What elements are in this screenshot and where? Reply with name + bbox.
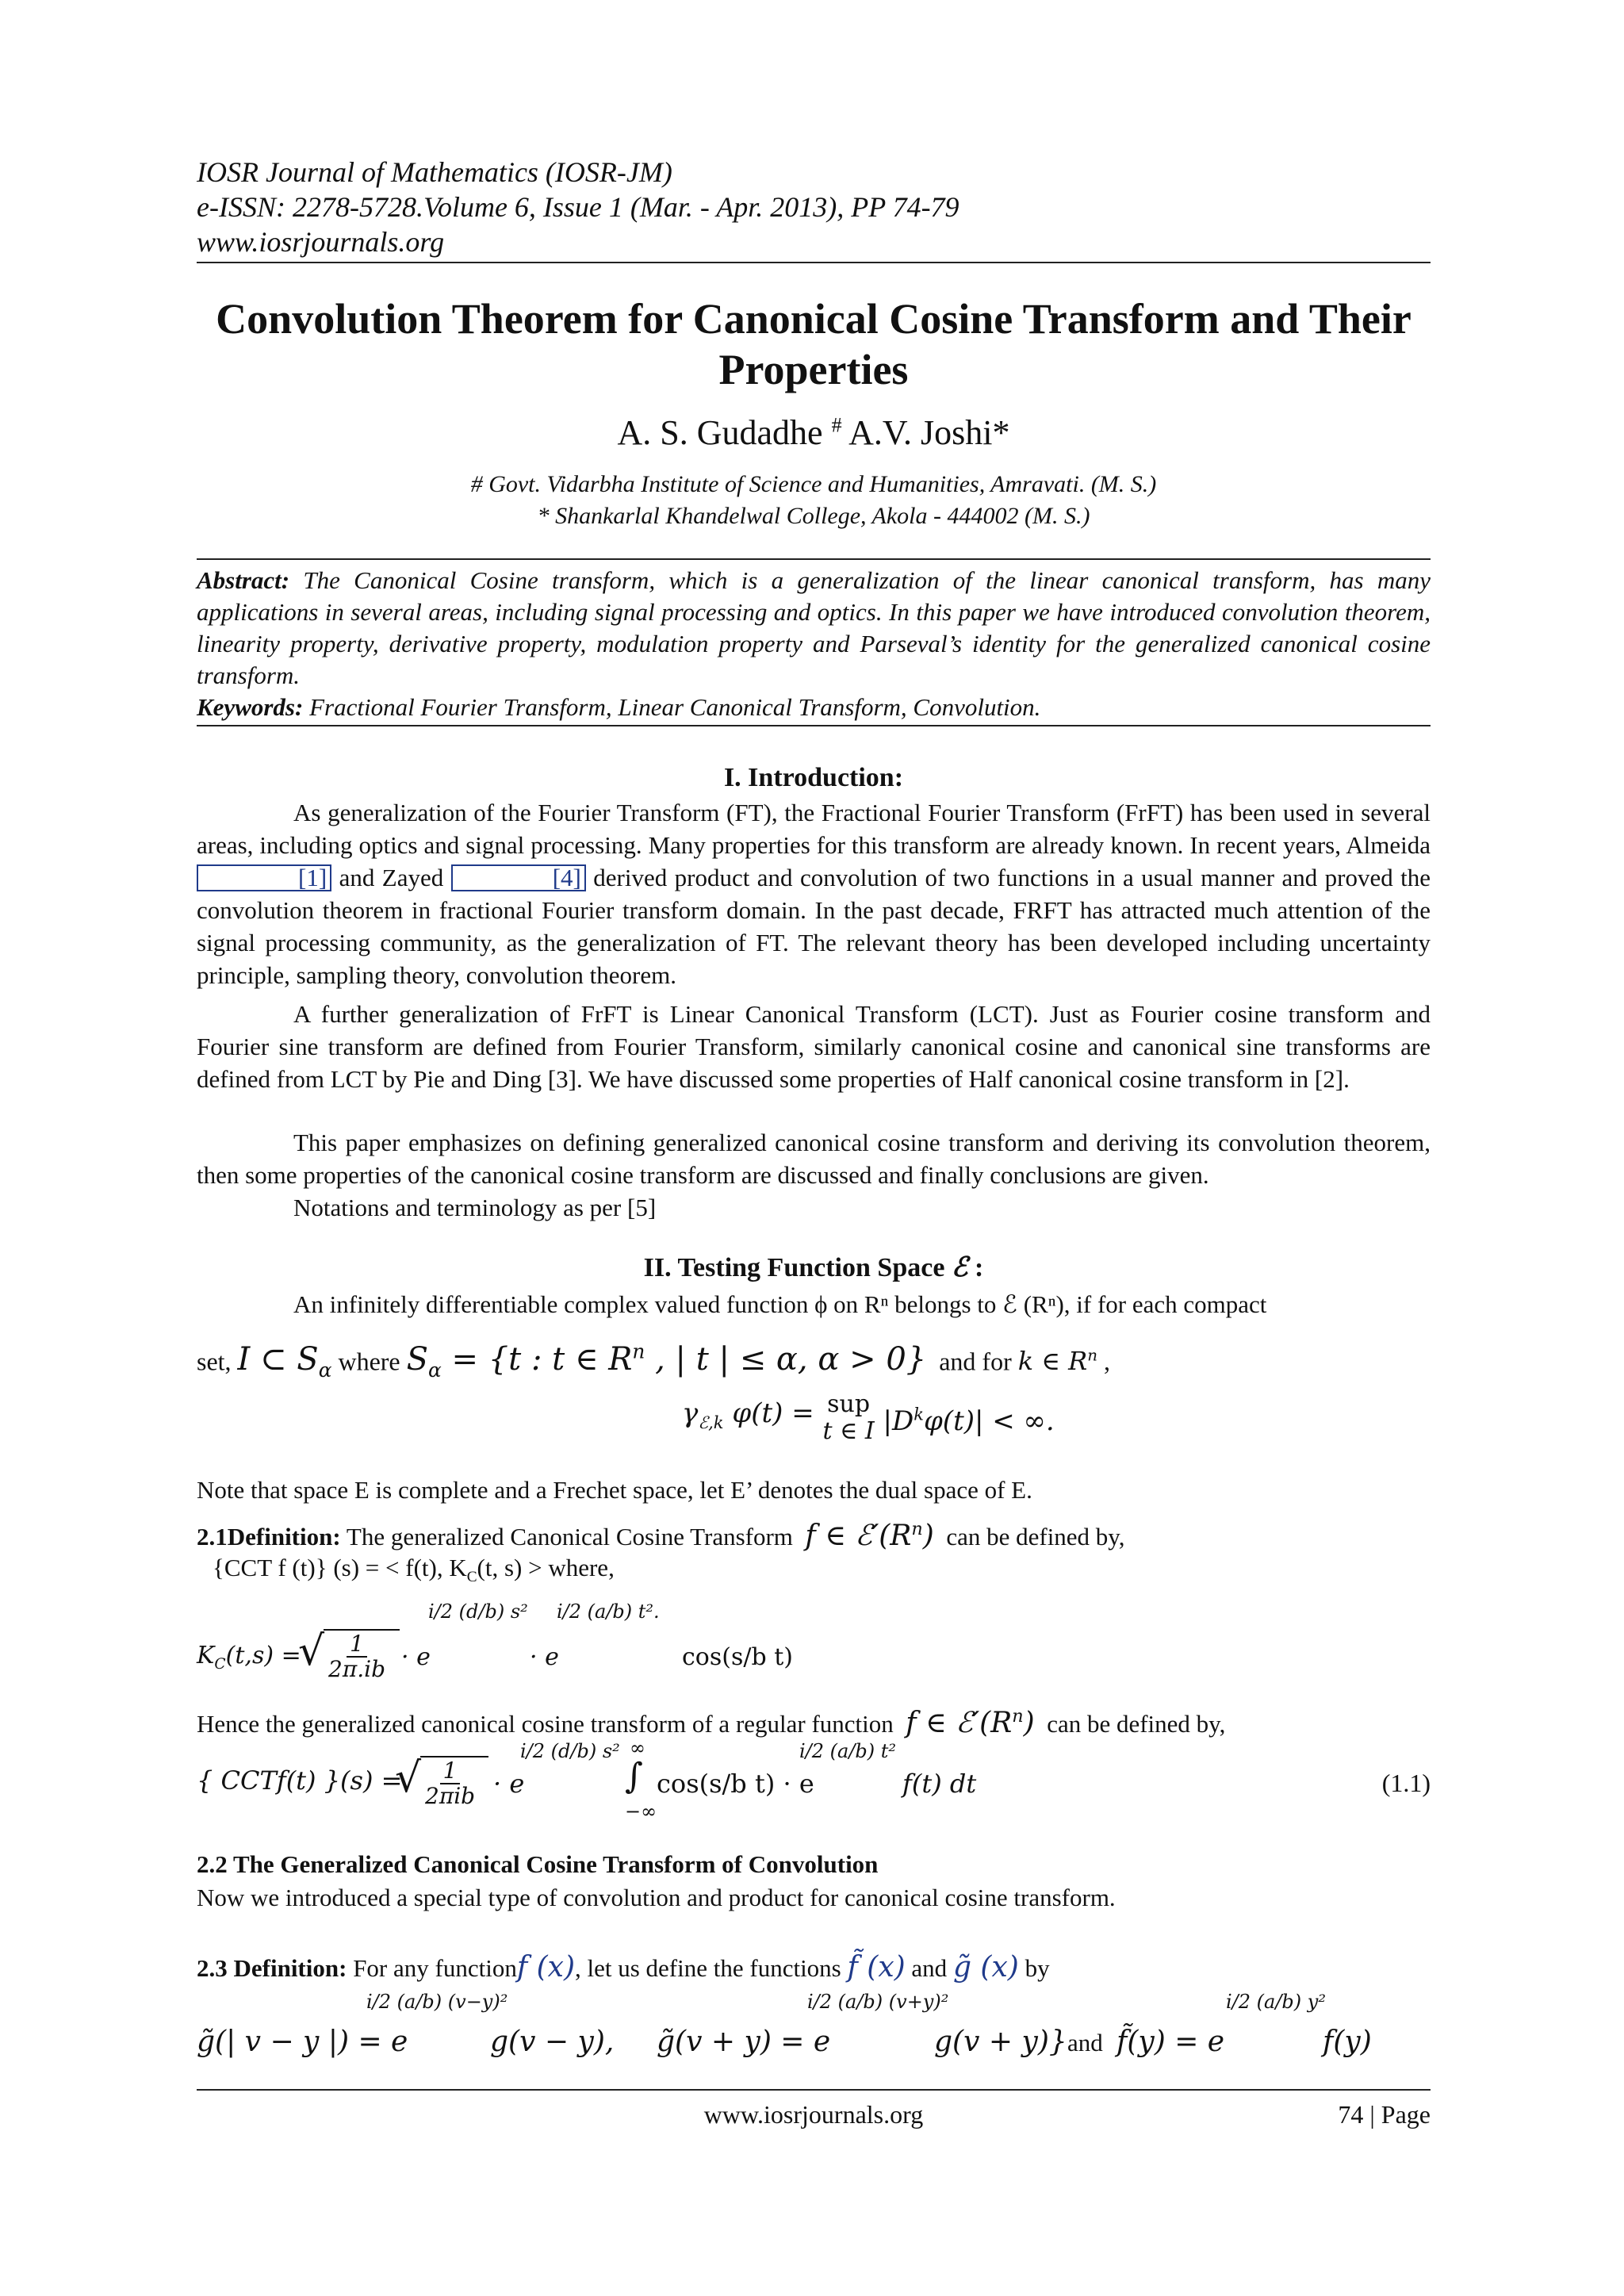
subsection-2-2-heading: 2.2 The Generalized Canonical Cosine Transform of Convolution xyxy=(197,1850,879,1878)
keywords-label: Keywords: xyxy=(197,693,304,721)
paper-title: Convolution Theorem for Canonical Cosine Transform and Their Properties xyxy=(216,295,1411,393)
hence-paragraph: Hence the generalized canonical cosine transform of a regular function f ∈ $ℰ'(R^n)$ can be defined by, xyxy=(197,1706,1226,1739)
header-rule xyxy=(197,262,1431,263)
section-2-paragraph-1: An infinitely differentiable complex valued function ϕ on Rⁿ belongs to ℰ (Rⁿ), if for each compact xyxy=(293,1290,1267,1318)
intro-paragraph-4: Notations and terminology as per [5] xyxy=(293,1194,657,1221)
authors xyxy=(197,412,1431,453)
author-1-mark: # xyxy=(831,413,842,437)
abstract-text: The Canonical Cosine transform, which is a generalization of the linear canonical transform, has many applications in several areas, including signal processing and optics. In this paper we have introduced convolution theorem, linearity property, derivative property, modulation property and Parseval’s identity for the generalized canonical cosine transform. xyxy=(197,566,1431,689)
equation-number: (1.1) xyxy=(1381,1769,1431,1797)
page-number: 74 | Page xyxy=(1338,2100,1431,2129)
subsection-2-2-text: Now we introduced a special type of convolution and product for canonical cosine transform. xyxy=(197,1884,1116,1911)
footer-website[interactable]: www.iosrjournals.org xyxy=(703,2100,924,2129)
intro-paragraph-3: This paper emphasizes on defining generalized canonical cosine transform and deriving its convolution theorem, then some properties of the canonical cosine transform are discussed and finally conclusions are given. xyxy=(197,1129,1431,1189)
author-2: A.V. Joshi* xyxy=(848,413,1010,452)
abstract-label: Abstract: xyxy=(197,566,290,594)
section-2-heading: II. Testing Function Space ℰ : xyxy=(643,1251,984,1283)
intro-p1-part-c: derived product and convolution of two functions in a usual manner and proved the convolution theorem in fractional Fourier transform domain. In the past decade, FRFT has attracted much attention of the signal processing community, as the generalization of FT. The relevant theory has been developed including uncertainty principle, sampling theory, convolution theorem. xyxy=(197,864,1431,989)
affiliation-2: * Shankarlal Khandelwal College, Akola - 444002 (M. S.) xyxy=(537,503,1090,529)
definition-2-3-equations: g̃(| v − y |) = e i/2 (a/b) (v−y)² g(v − y), g̃(v + y) = e i/2 (a/b) (v+y)² g(v + y)} and f̃(y) = e i/2 (a/b) y² f(y) xyxy=(197,1991,1372,2058)
intro-paragraph-1 xyxy=(197,796,1431,991)
abstract xyxy=(197,565,1431,723)
issn-line: e-ISSN: 2278-5728.Volume 6, Issue 1 (Mar. - Apr. 2013), PP 74-79 xyxy=(197,191,959,223)
header-website: www.iosrjournals.org xyxy=(197,226,445,258)
keywords-text: Fractional Fourier Transform, Linear Canonical Transform, Convolution. xyxy=(309,693,1041,721)
definition-2-3: 2.3 Definition: For any functionf (x), let us define the functions f̃ (x) and g̃ (x) by xyxy=(197,1951,1050,1984)
compact-set-line: set, I ⊂ $S_\alpha$ where $S_\alpha = \{t$ : t ∈ $R^n$ , | t | ≤ α, α > 0} and for k ∈ $R^n$ , xyxy=(197,1340,1111,1382)
intro-p1-part-b: and Zayed xyxy=(339,864,444,891)
definition-2-1: 2.1Definition: The generalized Canonical Cosine Transform f ∈ $ℰ'(R^n)$ can be defined by, xyxy=(197,1519,1125,1552)
author-1: A. S. Gudadhe xyxy=(617,413,823,452)
citation-4[interactable]: [4] xyxy=(451,864,586,891)
journal-name: IOSR Journal of Mathematics (IOSR-JM) xyxy=(197,156,672,188)
intro-p1-part-a: As generalization of the Fourier Transform (FT), the Fractional Fourier Transform (FrFT) has been used in several areas, including optics and signal processing. Many properties for this transform are already known. In recent years, Almeida xyxy=(197,799,1431,859)
footer-rule xyxy=(197,2089,1431,2091)
note-paragraph: Note that space E is complete and a Frechet space, let E’ denotes the dual space of E. xyxy=(197,1476,1032,1504)
kernel-equation: $K_C(t,s)$ = √ $\frac{1}{2\pi.ib}$ · e i/2 (d/b) s² · e i/2 (a/b) t². cos(s/b t) xyxy=(197,1600,793,1682)
cct-inner-product: {CCT f (t)} (s) = < f(t), $K_C(t$, s) > where, xyxy=(213,1554,615,1586)
abstract-bottom-rule xyxy=(197,725,1431,726)
equation-1-1: { CCTf(t) }(s) = √ 1 2πib · e i/2 (d/b) s² ∫ ∞ −∞ cos(s/b t) · e i/2 (a/b) t² f(t) dt (1.1) xyxy=(197,1737,1431,1823)
affiliation-1: # Govt. Vidarbha Institute of Science and Humanities, Amravati. (M. S.) xyxy=(470,471,1157,497)
intro-paragraph-2: A further generalization of FrFT is Linear Canonical Transform (LCT). Just as Fourier cosine transform and Fourier sine transform are defined from Fourier Transform, similarly canonical cosine and canonical sine transforms are defined from LCT by Pie and Ding [3]. We have discussed some properties of Half canonical cosine transform in [2]. xyxy=(197,1000,1431,1093)
section-1-heading: I. Introduction: xyxy=(723,763,904,792)
seminorm-equation: $\gamma_{ℰ,k}$ φ(t) = sup t ∈ I $|D^k\varphi(t)|$ < ∞. xyxy=(682,1390,1055,1445)
abstract-top-rule xyxy=(197,558,1431,560)
citation-1[interactable]: [1] xyxy=(197,864,331,891)
